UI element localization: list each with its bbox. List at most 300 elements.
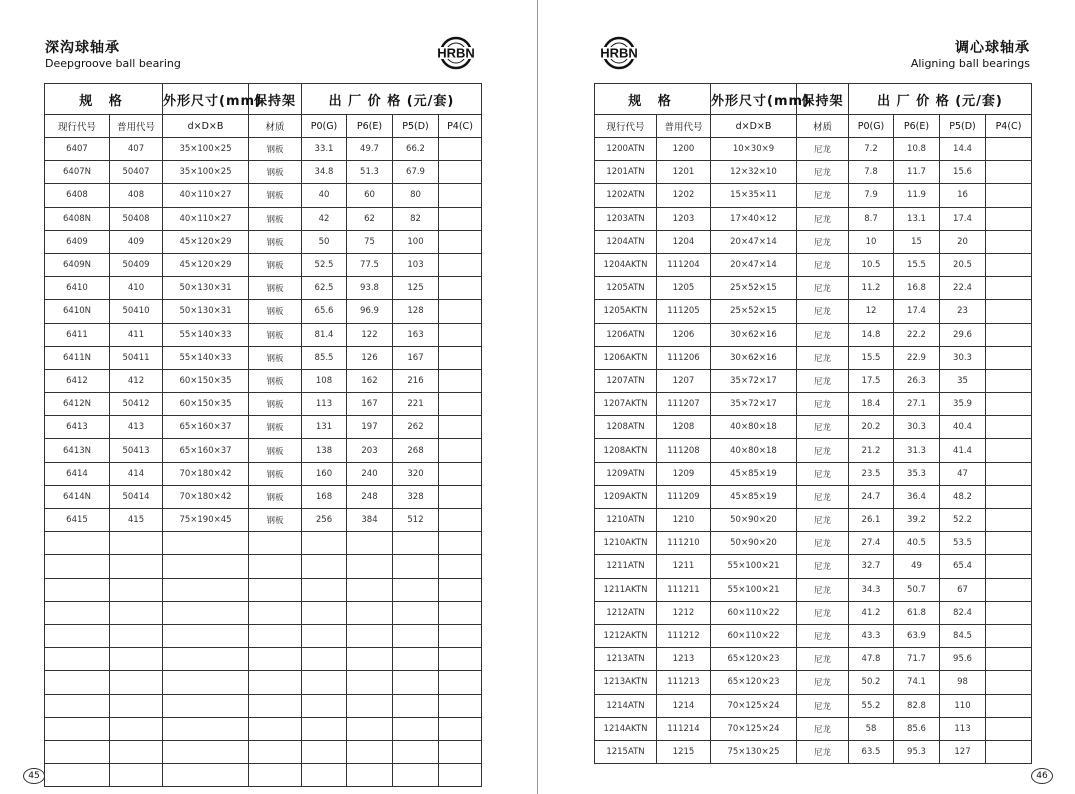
p4-price-cell [986,439,1032,462]
dims-cell: 30×62×16 [711,323,797,346]
p4-price-cell [439,601,482,624]
material-cell: 钢板 [249,230,302,253]
table-row [45,323,482,346]
common-code-cell: 1200 [657,138,711,161]
p6-price-cell: 36.4 [894,485,940,508]
p0-price-cell: 7.9 [849,184,894,207]
p5-price-cell: 22.4 [940,277,986,300]
p4-price-cell [986,462,1032,485]
material-cell [249,740,302,763]
p4-price-cell [439,439,482,462]
dims-cell [163,648,249,671]
current-code-cell: 1208AKTN [595,439,657,462]
current-code-cell: 1213ATN [595,648,657,671]
material-cell [249,578,302,601]
dims-cell [163,740,249,763]
current-code-cell: 6409N [45,253,110,276]
common-code-cell: 1209 [657,462,711,485]
p6-price-cell: 197 [347,416,393,439]
p4-price-cell [986,532,1032,555]
p5-price-cell: 216 [393,369,439,392]
current-code-cell: 6407 [45,138,110,161]
p4-price-cell [986,740,1032,763]
material-cell: 尼龙 [797,555,849,578]
p4-price-cell [439,717,482,740]
material-cell: 钢板 [249,369,302,392]
material-cell: 钢板 [249,439,302,462]
header-dims: d×D×B [163,115,249,138]
p0-price-cell [302,555,347,578]
dims-cell: 30×62×16 [711,346,797,369]
p4-price-cell [439,462,482,485]
common-code-cell [110,717,163,740]
p0-price-cell: 14.8 [849,323,894,346]
p4-price-cell [986,601,1032,624]
p6-price-cell: 51.3 [347,161,393,184]
p0-price-cell [302,671,347,694]
common-code-cell: 411 [110,323,163,346]
dims-cell: 70×125×24 [711,694,797,717]
p6-price-cell: 95.3 [894,740,940,763]
dims-cell: 50×90×20 [711,532,797,555]
common-code-cell: 111214 [657,717,711,740]
table-row [45,671,482,694]
table-row [595,300,1032,323]
table-row [45,717,482,740]
material-cell: 钢板 [249,393,302,416]
common-code-cell: 111211 [657,578,711,601]
common-code-cell: 111207 [657,393,711,416]
logo-text: HRBN [600,45,638,61]
current-code-cell: 1214ATN [595,694,657,717]
dims-cell: 45×120×29 [163,253,249,276]
p4-price-cell [986,253,1032,276]
current-code-cell: 1205AKTN [595,300,657,323]
table-row [45,694,482,717]
p4-price-cell [439,277,482,300]
header-p6: P6(E) [894,115,940,138]
table-row [45,624,482,647]
p0-price-cell [302,740,347,763]
header-common-code: 普用代号 [110,115,163,138]
material-cell: 尼龙 [797,416,849,439]
current-code-cell: 1206AKTN [595,346,657,369]
common-code-cell [110,671,163,694]
table-row [595,207,1032,230]
dims-cell: 55×100×21 [711,555,797,578]
p5-price-cell: 14.4 [940,138,986,161]
p0-price-cell: 26.1 [849,509,894,532]
p0-price-cell: 47.8 [849,648,894,671]
current-code-cell [45,717,110,740]
dims-cell: 45×85×19 [711,462,797,485]
current-code-cell [45,578,110,601]
p0-price-cell: 17.5 [849,369,894,392]
current-code-cell: 1200ATN [595,138,657,161]
p6-price-cell [347,648,393,671]
p4-price-cell [986,207,1032,230]
p5-price-cell: 95.6 [940,648,986,671]
p6-price-cell [347,578,393,601]
p6-price-cell [347,694,393,717]
table-row [45,300,482,323]
current-code-cell: 1209ATN [595,462,657,485]
table-row [45,416,482,439]
p0-price-cell: 10 [849,230,894,253]
p6-price-cell: 82.8 [894,694,940,717]
p0-price-cell: 12 [849,300,894,323]
dims-cell [163,555,249,578]
dims-cell: 60×150×35 [163,393,249,416]
table-row [595,694,1032,717]
table-row [595,601,1032,624]
p0-price-cell [302,532,347,555]
p6-price-cell: 61.8 [894,601,940,624]
p5-price-cell: 52.2 [940,509,986,532]
header-cage: 保持架 [249,84,302,115]
header-current-code: 现行代号 [45,115,110,138]
current-code-cell: 6409 [45,230,110,253]
p5-price-cell: 17.4 [940,207,986,230]
current-code-cell: 1212ATN [595,601,657,624]
p0-price-cell: 108 [302,369,347,392]
p4-price-cell [986,230,1032,253]
common-code-cell: 1205 [657,277,711,300]
p5-price-cell: 125 [393,277,439,300]
common-code-cell [110,555,163,578]
current-code-cell: 6408N [45,207,110,230]
p6-price-cell: 22.2 [894,323,940,346]
material-cell: 尼龙 [797,300,849,323]
p6-price-cell: 16.8 [894,277,940,300]
p0-price-cell: 85.5 [302,346,347,369]
current-code-cell [45,694,110,717]
p5-price-cell: 80 [393,184,439,207]
p6-price-cell: 15 [894,230,940,253]
dims-cell [163,717,249,740]
current-code-cell: 1215ATN [595,740,657,763]
p6-price-cell: 75 [347,230,393,253]
p0-price-cell [302,624,347,647]
dims-cell: 20×47×14 [711,230,797,253]
logo-text: HRBN [437,45,475,61]
p6-price-cell [347,601,393,624]
current-code-cell: 6412N [45,393,110,416]
dims-cell: 17×40×12 [711,207,797,230]
p0-price-cell: 32.7 [849,555,894,578]
current-code-cell: 6412 [45,369,110,392]
current-code-cell: 1211AKTN [595,578,657,601]
p5-price-cell: 41.4 [940,439,986,462]
current-code-cell: 6410N [45,300,110,323]
dims-cell: 10×30×9 [711,138,797,161]
current-code-cell: 1208ATN [595,416,657,439]
material-cell: 钢板 [249,277,302,300]
dims-cell: 70×125×24 [711,717,797,740]
common-code-cell: 111212 [657,624,711,647]
current-code-cell: 6408 [45,184,110,207]
common-code-cell: 1204 [657,230,711,253]
p4-price-cell [986,277,1032,300]
current-code-cell: 1202ATN [595,184,657,207]
p4-price-cell [439,207,482,230]
p6-price-cell: 162 [347,369,393,392]
common-code-cell: 111209 [657,485,711,508]
common-code-cell: 1211 [657,555,711,578]
table-row [45,485,482,508]
p6-price-cell: 122 [347,323,393,346]
p5-price-cell: 82.4 [940,601,986,624]
p5-price-cell: 15.6 [940,161,986,184]
table-row [45,161,482,184]
p0-price-cell: 62.5 [302,277,347,300]
p4-price-cell [439,555,482,578]
p0-price-cell: 34.8 [302,161,347,184]
p0-price-cell: 23.5 [849,462,894,485]
table-row [45,578,482,601]
table-row [45,439,482,462]
p4-price-cell [439,161,482,184]
p0-price-cell: 41.2 [849,601,894,624]
material-cell: 尼龙 [797,694,849,717]
p4-price-cell [986,485,1032,508]
p4-price-cell [439,393,482,416]
p4-price-cell [439,485,482,508]
dims-cell: 50×90×20 [711,509,797,532]
material-cell: 钢板 [249,300,302,323]
material-cell: 尼龙 [797,601,849,624]
p6-price-cell: 22.9 [894,346,940,369]
dims-cell: 55×140×33 [163,323,249,346]
dims-cell: 12×32×10 [711,161,797,184]
p4-price-cell [986,578,1032,601]
p5-price-cell [393,555,439,578]
header-price: 出 厂 价 格 (元/套) [302,84,482,115]
p5-price-cell: 113 [940,717,986,740]
current-code-cell: 6414 [45,462,110,485]
p4-price-cell [439,416,482,439]
dims-cell: 40×80×18 [711,416,797,439]
p0-price-cell [302,764,347,787]
table-row [45,346,482,369]
p0-price-cell: 168 [302,485,347,508]
p6-price-cell: 49 [894,555,940,578]
table-row [45,138,482,161]
current-code-cell: 6413 [45,416,110,439]
current-code-cell: 6407N [45,161,110,184]
common-code-cell: 408 [110,184,163,207]
common-code-cell [110,601,163,624]
p0-price-cell: 33.1 [302,138,347,161]
current-code-cell [45,532,110,555]
current-code-cell: 6411N [45,346,110,369]
p5-price-cell: 268 [393,439,439,462]
p4-price-cell [986,369,1032,392]
header-p0: P0(G) [849,115,894,138]
material-cell: 尼龙 [797,184,849,207]
current-code-cell: 6410 [45,277,110,300]
current-code-cell: 1207AKTN [595,393,657,416]
p6-price-cell: 60 [347,184,393,207]
p6-price-cell: 27.1 [894,393,940,416]
table-row [595,230,1032,253]
header-dimension: 外形尺寸(mm) [163,84,249,115]
current-code-cell: 6413N [45,439,110,462]
p4-price-cell [439,694,482,717]
p6-price-cell: 11.9 [894,184,940,207]
table-row [45,184,482,207]
p4-price-cell [439,648,482,671]
material-cell: 钢板 [249,207,302,230]
table-row [595,624,1032,647]
p5-price-cell: 47 [940,462,986,485]
current-code-cell: 1205ATN [595,277,657,300]
p4-price-cell [986,416,1032,439]
table-row [595,277,1032,300]
material-cell: 尼龙 [797,485,849,508]
material-cell: 钢板 [249,509,302,532]
p4-price-cell [439,346,482,369]
p0-price-cell: 10.5 [849,253,894,276]
current-code-cell: 6414N [45,485,110,508]
common-code-cell: 407 [110,138,163,161]
p5-price-cell: 128 [393,300,439,323]
common-code-cell [110,694,163,717]
table-row [45,601,482,624]
material-cell: 尼龙 [797,578,849,601]
table-row [595,555,1032,578]
p5-price-cell: 163 [393,323,439,346]
current-code-cell [45,740,110,763]
p4-price-cell [439,138,482,161]
material-cell: 尼龙 [797,138,849,161]
page-number: 45 [23,768,45,784]
p0-price-cell [302,601,347,624]
material-cell [249,555,302,578]
dims-cell: 60×150×35 [163,369,249,392]
p6-price-cell: 384 [347,509,393,532]
material-cell: 尼龙 [797,648,849,671]
p6-price-cell [347,532,393,555]
p5-price-cell: 48.2 [940,485,986,508]
material-cell: 尼龙 [797,207,849,230]
dims-cell: 35×72×17 [711,369,797,392]
common-code-cell: 50407 [110,161,163,184]
current-code-cell: 1204ATN [595,230,657,253]
table-row [595,393,1032,416]
page-title-en: Deepgroove ball bearing [45,57,181,70]
table-row [45,555,482,578]
dims-cell: 20×47×14 [711,253,797,276]
common-code-cell [110,740,163,763]
p6-price-cell: 39.2 [894,509,940,532]
material-cell: 钢板 [249,184,302,207]
material-cell [249,601,302,624]
p4-price-cell [986,346,1032,369]
header-p5: P5(D) [393,115,439,138]
material-cell: 钢板 [249,323,302,346]
p4-price-cell [986,509,1032,532]
p0-price-cell: 256 [302,509,347,532]
p6-price-cell: 240 [347,462,393,485]
current-code-cell: 1201ATN [595,161,657,184]
p0-price-cell: 65.6 [302,300,347,323]
p5-price-cell [393,532,439,555]
page-title-cn: 调心球轴承 [955,40,1030,56]
table-row [45,230,482,253]
p4-price-cell [439,740,482,763]
p4-price-cell [986,717,1032,740]
common-code-cell: 1213 [657,648,711,671]
header-current-code: 现行代号 [595,115,657,138]
p5-price-cell [393,764,439,787]
current-code-cell: 1211ATN [595,555,657,578]
dims-cell: 40×80×18 [711,439,797,462]
common-code-cell: 1207 [657,369,711,392]
p5-price-cell: 127 [940,740,986,763]
p5-price-cell: 262 [393,416,439,439]
p4-price-cell [439,369,482,392]
p0-price-cell: 34.3 [849,578,894,601]
p6-price-cell [347,740,393,763]
current-code-cell: 1207ATN [595,369,657,392]
material-cell: 尼龙 [797,161,849,184]
current-code-cell: 6415 [45,509,110,532]
dims-cell: 60×110×22 [711,601,797,624]
dims-cell: 75×130×25 [711,740,797,763]
p5-price-cell: 20.5 [940,253,986,276]
p5-price-cell: 221 [393,393,439,416]
p0-price-cell: 81.4 [302,323,347,346]
p6-price-cell [347,671,393,694]
p0-price-cell: 18.4 [849,393,894,416]
p4-price-cell [439,624,482,647]
p5-price-cell [393,601,439,624]
p4-price-cell [439,509,482,532]
p5-price-cell [393,648,439,671]
common-code-cell [110,578,163,601]
material-cell: 尼龙 [797,671,849,694]
p0-price-cell: 43.3 [849,624,894,647]
hrbn-logo-icon [430,35,482,71]
dims-cell: 55×140×33 [163,346,249,369]
table-row [595,439,1032,462]
dims-cell: 65×160×37 [163,439,249,462]
material-cell: 钢板 [249,485,302,508]
header-price: 出 厂 价 格 (元/套) [849,84,1032,115]
p0-price-cell: 52.5 [302,253,347,276]
p0-price-cell: 7.2 [849,138,894,161]
p5-price-cell: 23 [940,300,986,323]
table-row [595,532,1032,555]
dims-cell: 35×100×25 [163,138,249,161]
p5-price-cell: 167 [393,346,439,369]
p5-price-cell: 16 [940,184,986,207]
p5-price-cell: 82 [393,207,439,230]
p5-price-cell [393,740,439,763]
p5-price-cell [393,694,439,717]
p6-price-cell: 31.3 [894,439,940,462]
common-code-cell: 414 [110,462,163,485]
material-cell [249,694,302,717]
table-row [45,253,482,276]
header-p5: P5(D) [940,115,986,138]
common-code-cell: 1215 [657,740,711,763]
common-code-cell: 1210 [657,509,711,532]
p6-price-cell: 26.3 [894,369,940,392]
table-row [45,277,482,300]
p0-price-cell: 131 [302,416,347,439]
